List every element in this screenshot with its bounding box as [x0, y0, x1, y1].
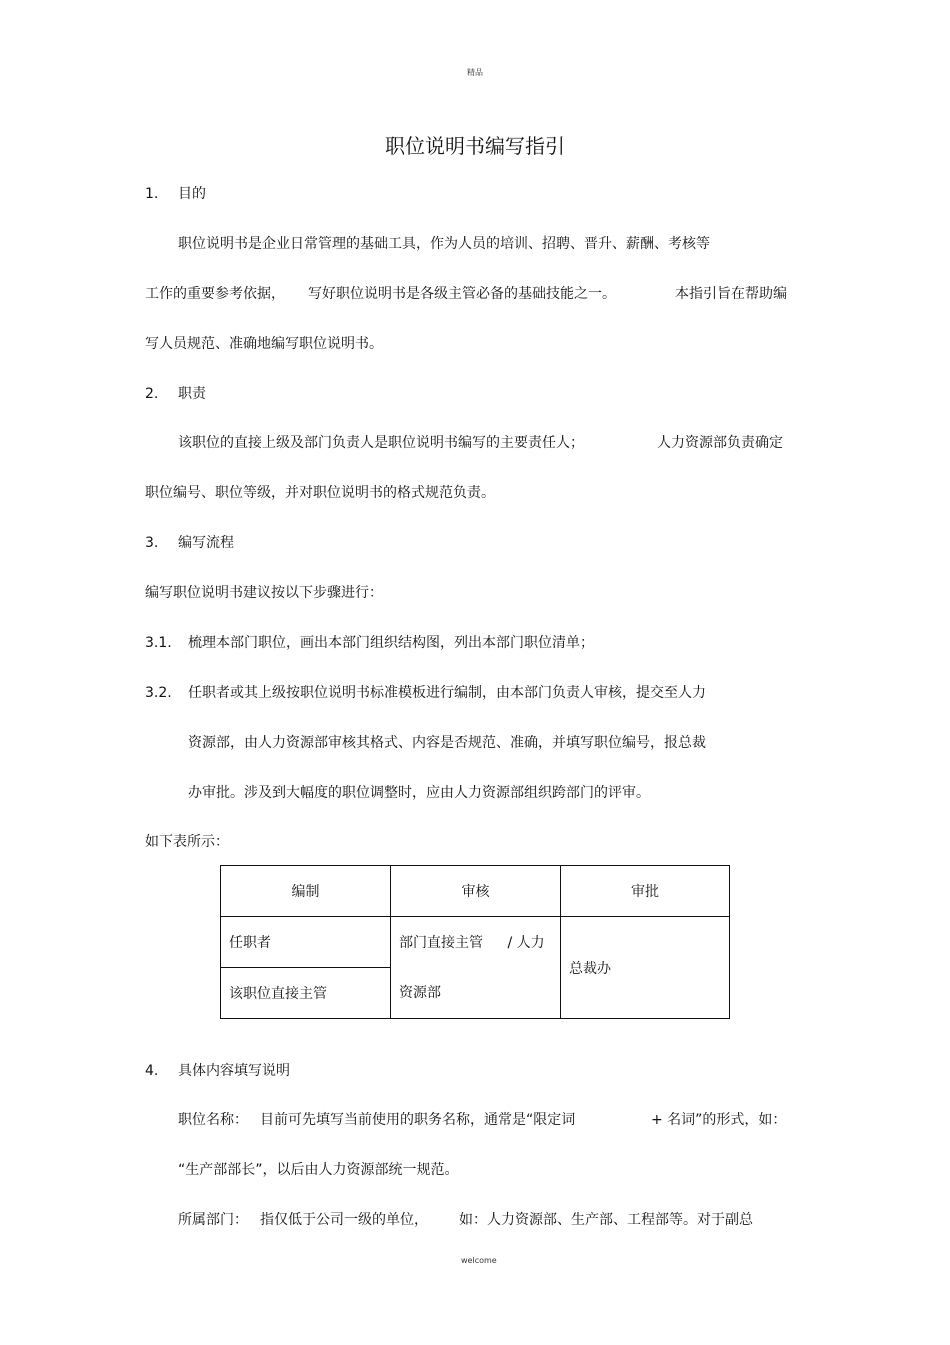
section-4-line: 所属部门： [178, 1212, 248, 1228]
review-line-1 [391, 918, 560, 968]
table-header-row [221, 866, 730, 917]
section-4-line: 指仅低于公司一级的单位， [260, 1212, 428, 1228]
section-4-line: 目前可先填写当前使用的职务名称，通常是“限定词 [260, 1112, 576, 1128]
table-cell-approve: 总裁办 [561, 917, 730, 1019]
table-cell-compile: 任职者 [221, 917, 391, 968]
document-title: 职位说明书编写指引 [385, 134, 565, 158]
step-3-2-line: 任职者或其上级按职位说明书标准模板进行编制，由本部门负责人审核，提交至人力 [188, 685, 706, 701]
section-4-number: 4. [145, 1063, 159, 1079]
section-4-heading: 具体内容填写说明 [178, 1063, 290, 1079]
section-2-line: 该职位的直接上级及部门负责人是职位说明书编写的主要责任人； [178, 435, 584, 451]
step-3-2-line: 资源部，由人力资源部审核其格式、内容是否规范、准确，并填写职位编号，报总裁 [188, 735, 706, 751]
section-1-line: 写人员规范、准确地编写职位说明书。 [145, 336, 383, 352]
step-3-2-number: 3.2. [145, 685, 172, 701]
step-3-2-line: 办审批。涉及到大幅度的职位调整时，应由人力资源部组织跨部门的评审。 [188, 785, 650, 801]
table-cell-review [391, 917, 561, 1019]
section-3-heading: 编写流程 [178, 535, 234, 551]
table-intro: 如下表所示： [145, 834, 229, 850]
section-1-line: 工作的重要参考依据， [145, 286, 285, 302]
table-header-cell: 编制 [221, 866, 391, 917]
section-1-line: 写好职位说明书是各级主管必备的基础技能之一。 [308, 286, 616, 302]
page-header: 精品 [467, 68, 483, 77]
section-2-number: 2. [145, 386, 159, 402]
review-text-a: 部门直接主管 [399, 934, 483, 951]
section-1-heading: 目的 [178, 186, 206, 202]
section-1-line: 职位说明书是企业日常管理的基础工具，作为人员的培训、招聘、晋升、薪酬、考核等 [178, 236, 710, 252]
section-1-line: 本指引旨在帮助编 [675, 286, 787, 302]
section-2-line: 职位编号、职位等级，并对职位说明书的格式规范负责。 [145, 485, 495, 501]
review-text-c: 资源部 [399, 984, 441, 1001]
table-header-cell: 审批 [561, 866, 730, 917]
approval-table [220, 865, 730, 1019]
section-4-line: 如：人力资源部、生产部、工程部等。对于副总 [459, 1212, 753, 1228]
section-4-line: 职位名称： [178, 1112, 248, 1128]
section-3-number: 3. [145, 535, 159, 551]
section-2-line: 人力资源部负责确定 [657, 435, 783, 451]
table-cell-compile: 该职位直接主管 [221, 968, 391, 1019]
section-1-number: 1. [145, 186, 159, 202]
section-4-line: “生产部部长”，以后由人力资源部统一规范。 [178, 1162, 459, 1178]
table-row [221, 917, 730, 968]
review-text-b: / 人力 [507, 934, 545, 951]
section-4-line: + 名词”的形式，如： [651, 1112, 787, 1128]
page-footer: welcome [461, 1256, 497, 1265]
table-header-cell: 审核 [391, 866, 561, 917]
step-3-1-number: 3.1. [145, 635, 172, 651]
section-3-intro: 编写职位说明书建议按以下步骤进行： [145, 585, 383, 601]
step-3-1-text: 梳理本部门职位，画出本部门组织结构图，列出本部门职位清单； [188, 635, 594, 651]
section-2-heading: 职责 [178, 386, 206, 402]
